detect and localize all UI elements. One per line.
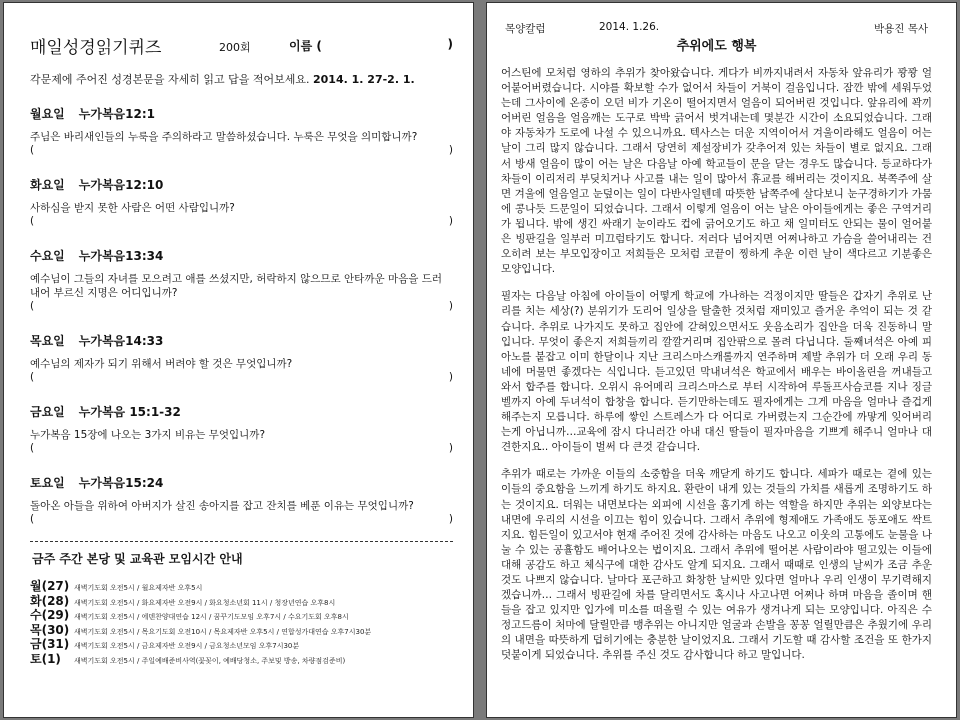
answer-field[interactable] xyxy=(30,513,453,527)
answer-open: ( xyxy=(30,442,35,454)
answer-field[interactable] xyxy=(30,371,453,385)
answer-close: ) xyxy=(448,513,453,525)
question-text: 주님은 바리새인들의 누룩을 주의하라고 말씀하셨습니다. 누룩은 무엇을 의미합니까? xyxy=(30,131,418,143)
answer-open: ( xyxy=(30,513,35,525)
quiz-header xyxy=(30,33,453,57)
day-label: 목요일 xyxy=(30,334,65,348)
quiz-page xyxy=(3,2,474,718)
schedule-row xyxy=(30,635,453,650)
answer-open: ( xyxy=(30,144,35,156)
day-heading xyxy=(30,332,453,349)
day-heading xyxy=(30,247,453,264)
answer-field[interactable] xyxy=(30,442,453,456)
quiz-number: 200회 xyxy=(219,41,251,54)
column-paragraph: 추위가 때로는 가까운 이들의 소중함을 더욱 깨닫게 하기도 합니다. 세파가 때로는 곁에 있는 이들의 중요함을 느끼게 하기도 하지요. 환란이 내게 있는 것들의 가치를 새롭게 조명하기도 하는 것이지요. 더워는 내면보다는 외피에 시선을 훔기게 하는 역할을 하지만 추위는 외양보다는 내면에 우리의 시선을 이끄는 힘이 있습니다. 그래서 추위에 형제애도 가족애도 동포애도 싹트지요. 힘든일이 있고서야 현재 주어진 것에 감사하는 마음도 나오고 이웃의 고통에도 눈물을 나눌 수 있는 공휼함도 배어나오는 법이지요. 그래서 추위에 떨어본 사람이라야 떨고있는 이들에 대해 공감도 하고 체식구에 대한 감사도 알게 되지요. 그래서 때때로 인생의 날씨가 조금 추운 것도 나쁘지 않습니다. 날마다 포근하고 화창한 날씨만 있다면 얼마나 우리 인생이 무기력해지겠습니까… 그래서 빙판길에 차를 달리면서도 혹시나 사고나면 어쩌나 하며 마음을 졸이며 핸들을 잡고 있지만 입가에 미소를 떠올릴 수 있는 여유가 생겨나게 되는 모양입니다. 아직은 수정고드름이 처마에 달릴만큼 맹추위는 아니지만 얼굴과 손발을 꽁꽁 얼릴만큼은 추웠기에 우리의 내면을 따뜻하게 덥히기에는 충분한 날이었지요. 그래서 기도할 때 감사할 조건을 또 한가지 덧붙이게 되었습니다. 추위를 주신 것도 감사합니다 하고 말입니다. xyxy=(501,468,932,662)
answer-field[interactable] xyxy=(30,300,453,314)
column-header xyxy=(501,21,932,39)
answer-open: ( xyxy=(30,371,35,383)
schedule-day: 토(1) xyxy=(30,651,61,666)
column-title: 추위에도 행복 xyxy=(676,39,757,54)
day-heading xyxy=(30,474,453,491)
column-label: 목양칼럼 xyxy=(505,23,546,35)
day-heading xyxy=(30,176,453,193)
schedule-row xyxy=(30,592,453,607)
schedule-day: 화(28) xyxy=(30,593,70,608)
scripture-ref: 누가복음 15:1-32 xyxy=(78,405,181,419)
date-range: 2014. 1. 27-2. 1. xyxy=(313,73,415,86)
question-text: 사하심을 받지 못한 사람은 어떤 사람입니까? xyxy=(30,202,235,214)
schedule-items: 새벽기도회 오전5시 / 주일예배준비사역(꽃꽂이, 예배당청소, 주보및 방송, 차량점검준비) xyxy=(74,656,346,665)
scripture-ref: 누가복음14:33 xyxy=(78,334,164,348)
answer-open: ( xyxy=(30,300,35,312)
day-heading xyxy=(30,105,453,122)
question-text: 예수님의 제자가 되기 위해서 버려야 할 것은 무엇입니까? xyxy=(30,358,293,370)
schedule-items: 새벽기도회 오전5시 / 에덴찬양대연습 12시 / 꿈꾸기도모임 오후7시 / 수요기도회 오후8시 xyxy=(74,613,349,621)
schedule-title: 금주 주간 본당 및 교육관 모임시간 안내 xyxy=(32,552,243,566)
column-paragraph: 어스틴에 모처럼 영하의 추위가 찾아왔습니다. 게다가 비까지내려서 자동차 앞유리가 꽝꽝 얼어붙어버렸습니다. 시야를 확보할 수가 없어서 차들이 거북이 걸음입니다. 잠깐 밖에 세워두었는데 그사이에 온종이 오던 비가 기온이 떨어지면서 얼음이 되어버린 것입니다. 앞유리에 꽉끼어버린 얼음을 얼음깨는 도구로 박박 긁어서 벗겨내는데 몇분간 시간이 소요되었습니다. 그래야 자동차가 도로에 나설 수 있으니까요. 텍사스는 더운 지역이어서 겨울이라해도 얼음이 어는 날이 그리 많지 않습니다. 그래서 당연히 제설장비가 갖추어져 있는 차들이 별로 없지요. 그래서 방새 얼음이 많이 어는 날은 다음날 아예 학교들이 문을 닫는 경우도 많습니다. 등교하다가 차들이 이리저리 부딪치거나 사고를 내는 일이 많아서 휴교를 해버리는 것이지요. 북쪽주에 살면 겨울에 얼음얼고 눈덮이는 일이 다반사일텐데 따뜻한 남쪽주에 살다보니 눈구경하기가 가뭄에 콩나듯 드문일이 되었습니다. 그래서 이렇게 얼음이 어는 날은 아이들에게는 좋은 구역거리가 됩니다. 밖에 생긴 싸래기 눈이라도 컵에 긁어오기도 하고 채 일미터도 안되는 물이 얼어붙은 빙판길을 일부러 미끄럼타기도 합니다. 저러다 넘어지면 어쩌나하고 가슴을 쓸어내리는 건 오히려 보는 부모입장이고 저희들은 모처럼 코끝이 찡하게 추운 이런 날이 색다르고 기분좋은 모양입니다. xyxy=(501,67,932,276)
answer-close: ) xyxy=(448,300,453,312)
intro-text: 각문제에 주어진 성경본문을 자세히 읽고 답을 적어보세요. xyxy=(30,73,310,86)
quiz-intro xyxy=(30,71,453,87)
question-text: 예수님이 그들의 자녀를 모으려고 애를 쓰셨지만, 허락하지 않으므로 안타까운 마음을 드러내어 부르신 지명은 어디입니까? xyxy=(30,273,443,299)
schedule-day: 월(27) xyxy=(30,579,70,593)
question-text: 누가복음 15장에 나오는 3가지 비유는 무엇입니까? xyxy=(30,429,266,441)
scripture-ref: 누가복음15:24 xyxy=(78,476,164,490)
answer-close: ) xyxy=(448,144,453,156)
quiz-day xyxy=(30,247,453,314)
day-label: 토요일 xyxy=(30,476,65,490)
scripture-ref: 누가복음12:10 xyxy=(78,178,164,192)
day-label: 월요일 xyxy=(30,107,65,121)
day-heading xyxy=(30,403,453,420)
schedule-items: 새벽기도회 오전5시 / 금요제자반 오전9시 / 금요청소년모임 오후7시30분 xyxy=(74,642,300,650)
answer-field[interactable] xyxy=(30,144,453,158)
answer-field[interactable] xyxy=(30,215,453,229)
schedule-day: 수(29) xyxy=(30,608,70,622)
schedule-day: 금(31) xyxy=(30,637,70,651)
column-paragraph: 필자는 다음날 아침에 아이들이 어떻게 학교에 가나하는 걱정이지만 딸들은 갑자기 추위로 난리를 치는 세상(?) 분위기가 도리어 일상을 탈출한 것처럼 재미있고 즐거운 추억이 되는 것 같습니다. 추위로 나가지도 못하고 집안에 갇혀있으면서도 웃음소리가 집안을 더욱 진동하니 말입니다. 무엇이 좋은지 저희들끼리 깔깔거리며 집안팎으로 몰려 다닙니다. 둘째녀석은 아예 피아노를 붙잡고 이미 한달이나 지난 크리스마스캐롤까지 연주하며 제발 추위가 더 오래 우리 동네에 머물면 좋겠다는 식입니다. 듣고있던 막내녀석은 학교에서 배우는 바이올린을 꺼내들고 와서 합주를 합니다. 오위시 유어메리 크리스마스로 부터 시작하여 루돌프사슴코를 지나 징글벨까지 아예 두녀석이 합창을 합니다. 듣기만하는데도 필자에게는 그게 마음을 얼마나 즐겁게 해주는지 모릅니다. 하루에 쌓인 스트레스가 다 어디로 가버렸는지 그순간에 까맣게 잊어버리는게 아닙니까…교육에 잠시 다니러간 아내 대신 딸들이 필자마음을 기쁘게 해주니 얼마나 대견한지요.. 아이들이 벌써 다 큰것 같습니다. xyxy=(501,290,932,454)
schedule-row xyxy=(30,577,453,592)
schedule-row xyxy=(30,621,453,636)
day-label: 수요일 xyxy=(30,249,65,263)
schedule-items: 새벽기도회 오전5시 / 월요제자반 오후5시 xyxy=(74,584,203,592)
quiz-day xyxy=(30,332,453,385)
name-field-label[interactable]: 이름 ( xyxy=(289,39,322,53)
column-author: 박용진 목사 xyxy=(873,23,928,35)
answer-close: ) xyxy=(448,215,453,227)
quiz-day xyxy=(30,403,453,456)
question-text: 돌아온 아들을 위하여 아버지가 살진 송아지를 잡고 잔치를 베푼 이유는 무엇입니까? xyxy=(30,500,414,512)
quiz-day xyxy=(30,105,453,158)
quiz-day xyxy=(30,176,453,229)
day-label: 금요일 xyxy=(30,405,65,419)
answer-open: ( xyxy=(30,215,35,227)
answer-close: ) xyxy=(448,371,453,383)
divider xyxy=(30,541,453,542)
column-date: 2014. 1.26. xyxy=(599,21,660,33)
quiz-title: 매일성경읽기퀴즈 xyxy=(30,38,162,58)
schedule-list xyxy=(30,577,453,664)
schedule-items: 새벽기도회 오전5시 / 목요기도회 오전10시 / 목요제자반 오후5시 / 연합성가대연습 오후7시30분 xyxy=(74,627,372,636)
day-label: 화요일 xyxy=(30,178,65,192)
schedule-row xyxy=(30,606,453,621)
scripture-ref: 누가복음12:1 xyxy=(78,107,155,121)
schedule-row xyxy=(30,650,453,665)
answer-close: ) xyxy=(448,442,453,454)
schedule-items: 새벽기도회 오전5시 / 화요제자반 오전9시 / 화요청소년회 11시 / 청장년연습 오후8시 xyxy=(74,598,336,607)
column-page xyxy=(486,2,957,718)
scripture-ref: 누가복음13:34 xyxy=(78,249,164,263)
quiz-day xyxy=(30,474,453,527)
schedule-day: 목(30) xyxy=(30,622,70,637)
name-field-close: ) xyxy=(447,37,453,51)
